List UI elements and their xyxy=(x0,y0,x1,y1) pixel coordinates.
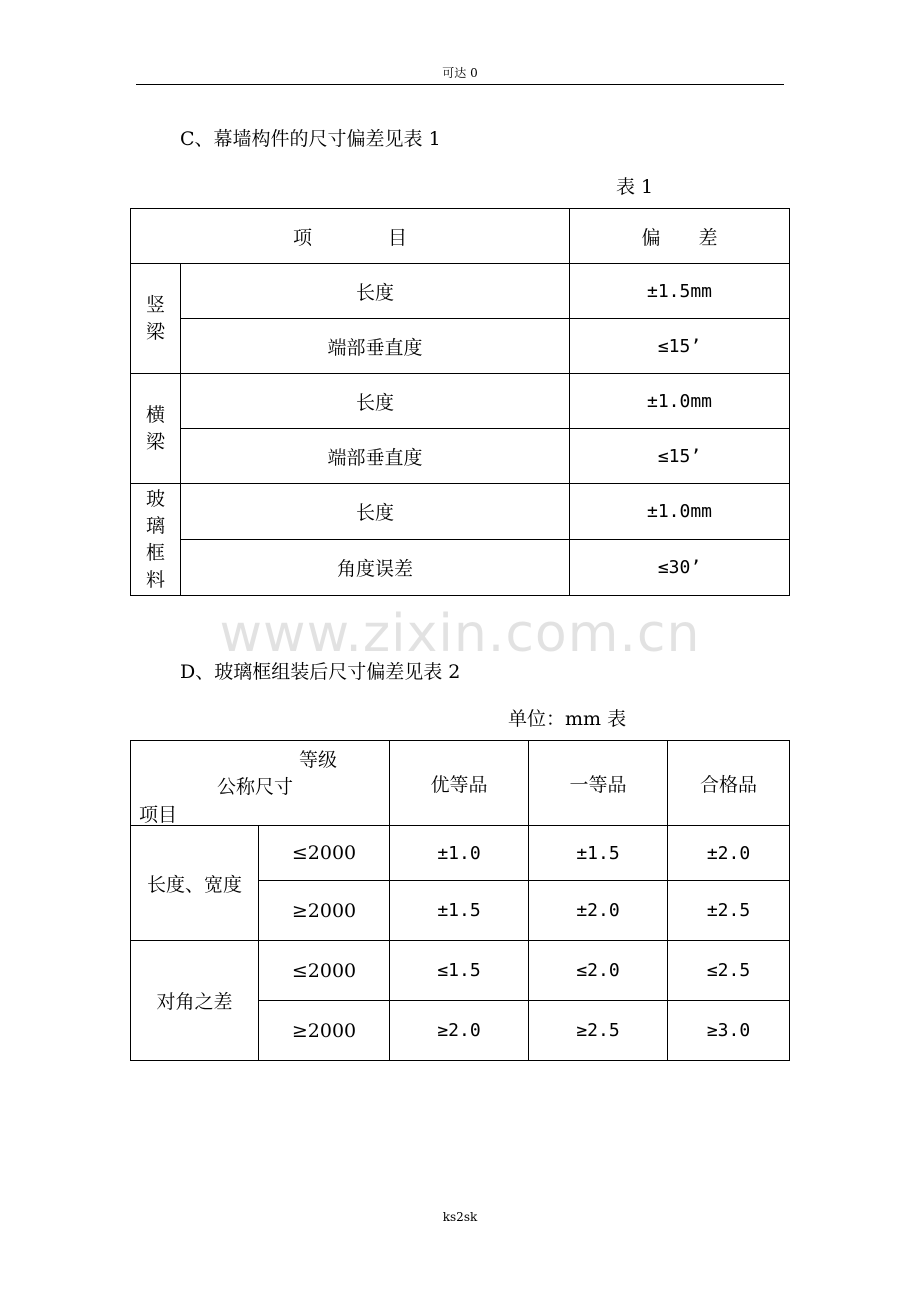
table2-caption: 单位：mm 表 xyxy=(508,708,627,730)
watermark: www.zixin.com.cn xyxy=(219,604,701,664)
table-row xyxy=(131,319,790,374)
header-item: 项 目 xyxy=(131,209,570,264)
table-row xyxy=(131,941,790,1001)
table-2 xyxy=(130,740,790,1061)
value-cell: ≤2.0 xyxy=(529,941,668,1001)
size-cell: ≥2000 xyxy=(259,1001,390,1061)
item-cell: 长度 xyxy=(181,484,570,540)
group-label-text: 竖梁 xyxy=(145,293,165,343)
section-d-heading: D、玻璃框组装后尺寸偏差见表 2 xyxy=(180,661,461,683)
value-cell: ±2.0 xyxy=(668,826,790,881)
table-row xyxy=(131,484,790,540)
item-cell: 长度 xyxy=(181,264,570,319)
page-header: 可达 0 xyxy=(442,66,478,80)
value-cell: ±1.0 xyxy=(390,826,529,881)
item-cell: 端部垂直度 xyxy=(181,319,570,374)
deviation-cell: ±1.0mm xyxy=(570,484,790,540)
value-cell: ±1.5 xyxy=(529,826,668,881)
size-cell: ≤2000 xyxy=(259,826,390,881)
table-row xyxy=(131,429,790,484)
table-row xyxy=(131,540,790,596)
value-cell: ≥2.0 xyxy=(390,1001,529,1061)
deviation-cell: ≤30’ xyxy=(570,540,790,596)
grade-header: 优等品 xyxy=(390,741,529,826)
group-label-text: 横梁 xyxy=(145,403,165,453)
group-label xyxy=(131,484,181,596)
size-cell: ≥2000 xyxy=(259,881,390,941)
deviation-cell: ±1.5mm xyxy=(570,264,790,319)
grade-header: 合格品 xyxy=(668,741,790,826)
section-c-heading: C、幕墙构件的尺寸偏差见表 1 xyxy=(180,128,441,150)
page-footer: ks2sk xyxy=(442,1210,478,1224)
corner-grade: 等级 xyxy=(299,749,338,771)
value-cell: ±2.5 xyxy=(668,881,790,941)
table-row xyxy=(131,374,790,429)
item-cell: 端部垂直度 xyxy=(181,429,570,484)
table-1 xyxy=(130,208,790,596)
item-cell: 长度 xyxy=(181,374,570,429)
item-cell: 角度误差 xyxy=(181,540,570,596)
value-cell: ±2.0 xyxy=(529,881,668,941)
group-label xyxy=(131,264,181,374)
header-deviation: 偏 差 xyxy=(570,209,790,264)
deviation-cell: ≤15’ xyxy=(570,429,790,484)
value-cell: ≤2.5 xyxy=(668,941,790,1001)
corner-item: 项目 xyxy=(139,804,178,826)
group-label: 对角之差 xyxy=(131,941,259,1061)
table-row xyxy=(131,264,790,319)
value-cell: ≥3.0 xyxy=(668,1001,790,1061)
corner-nominal: 公称尺寸 xyxy=(217,776,294,798)
table1-caption: 表 1 xyxy=(616,176,654,198)
value-cell: ≥2.5 xyxy=(529,1001,668,1061)
deviation-cell: ±1.0mm xyxy=(570,374,790,429)
table-row xyxy=(131,741,790,826)
value-cell: ≤1.5 xyxy=(390,941,529,1001)
group-label: 长度、宽度 xyxy=(131,826,259,941)
group-label xyxy=(131,374,181,484)
size-cell: ≤2000 xyxy=(259,941,390,1001)
value-cell: ±1.5 xyxy=(390,881,529,941)
deviation-cell: ≤15’ xyxy=(570,319,790,374)
grade-header: 一等品 xyxy=(529,741,668,826)
table-row xyxy=(131,209,790,264)
corner-header xyxy=(131,741,390,826)
header-rule xyxy=(136,84,784,85)
group-label-text: 玻璃框料 xyxy=(145,487,165,591)
table-row xyxy=(131,826,790,881)
